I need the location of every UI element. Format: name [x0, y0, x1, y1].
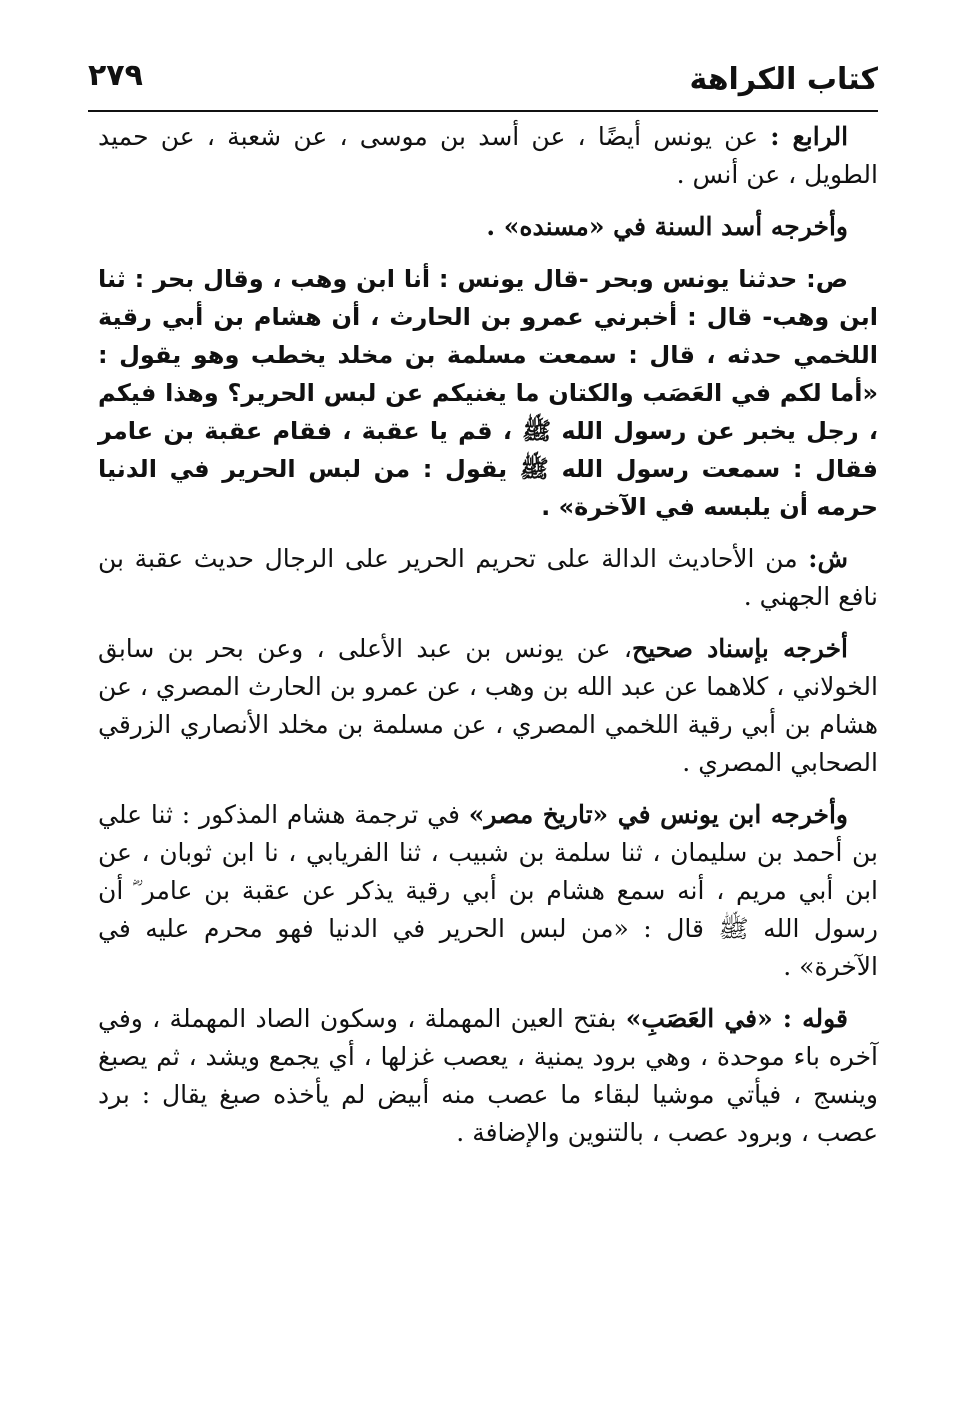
paragraph-lead: الرابع : [770, 122, 849, 151]
paragraph-lead: أخرجه بإسناد صحيح [631, 634, 848, 663]
page-number: ٢٧٩ [88, 58, 143, 93]
header-rule [88, 110, 878, 112]
paragraph-lead: قوله : «في العَصَبِ» [625, 1004, 848, 1033]
page-header [88, 52, 878, 112]
paragraph-ibn-yunus [98, 796, 878, 986]
paragraph-asad-musnad [98, 208, 878, 246]
paragraph-text: من الأحاديث الدالة على تحريم الحرير على الرجال حديث عقبة بن نافع الجهني . [98, 544, 878, 611]
chapter-title: كتاب الكراهة [689, 62, 878, 97]
paragraph-text: ، عن يونس بن عبد الأعلى ، وعن بحر بن سابق الخولاني ، كلاهما عن عبد الله بن وهب ، عن عمرو بن الحارث المصري ، عن هشام بن أبي رقية اللخمي المصري ، عن مسلمة بن مخلد الأنصاري الزرقي الصحابي المصري . [98, 634, 878, 777]
paragraph-sharh [98, 540, 878, 616]
paragraph-lead: ش: [808, 544, 848, 573]
page-body [98, 118, 878, 1166]
paragraph-lead: وأخرجه ابن يونس في «تاريخ مصر» [468, 800, 848, 829]
paragraph-text: في ترجمة هشام المذكور : ثنا علي بن أحمد بن سليمان ، ثنا سلمة بن شبيب ، ثنا الفريابي ، نا ابن ثوبان ، عن ابن أبي مريم ، أنه سمع هشام بن أبي رقية يذكر عن عقبة بن عامر ؓ أن رسول الله ﷺ قال : «من لبس الحرير في الدنيا فهو محرم عليه في الآخرة» . [98, 800, 878, 981]
paragraph-isnad [98, 630, 878, 782]
paragraph-fourth-route [98, 118, 878, 194]
paragraph-text: بفتح العين المهملة ، وسكون الصاد المهملة ، وفي آخره باء موحدة ، وهي برود يمنية ، يعصب غزلها ، أي يجمع ويشد ، ثم يصبغ وينسج ، فيأتي موشيا لبقاء ما عصب منه أبيض لم يأخذه صبغ يقال : برد عصب ، وبرود عصب ، بالتنوين والإضافة . [98, 1004, 878, 1147]
paragraph-asab-definition [98, 1000, 878, 1152]
paragraph-text: ص: حدثنا يونس وبحر -قال يونس : أنا ابن وهب ، وقال بحر : ثنا ابن وهب- قال : أخبرني عمرو بن الحارث ، أن هشام بن أبي رقية اللخمي حدثه ، قال : سمعت مسلمة بن مخلد يخطب وهو يقول : «أما لكم في العَصَب والكتان ما يغنيكم عن لبس الحرير؟ وهذا فيكم ، رجل يخبر عن رسول الله ﷺ ، قم يا عقبة ، فقام عقبة بن عامر فقال : سمعت رسول الله ﷺ يقول : من لبس الحرير في الدنيا حرمه أن يلبسه في الآخرة» . [98, 265, 878, 521]
paragraph-text: عن يونس أيضًا ، عن أسد بن موسى ، عن شعبة ، عن حميد الطويل ، عن أنس . [98, 122, 878, 189]
paragraph-lead: وأخرجه أسد السنة في «مسنده» . [486, 212, 848, 241]
paragraph-matn [98, 260, 878, 526]
